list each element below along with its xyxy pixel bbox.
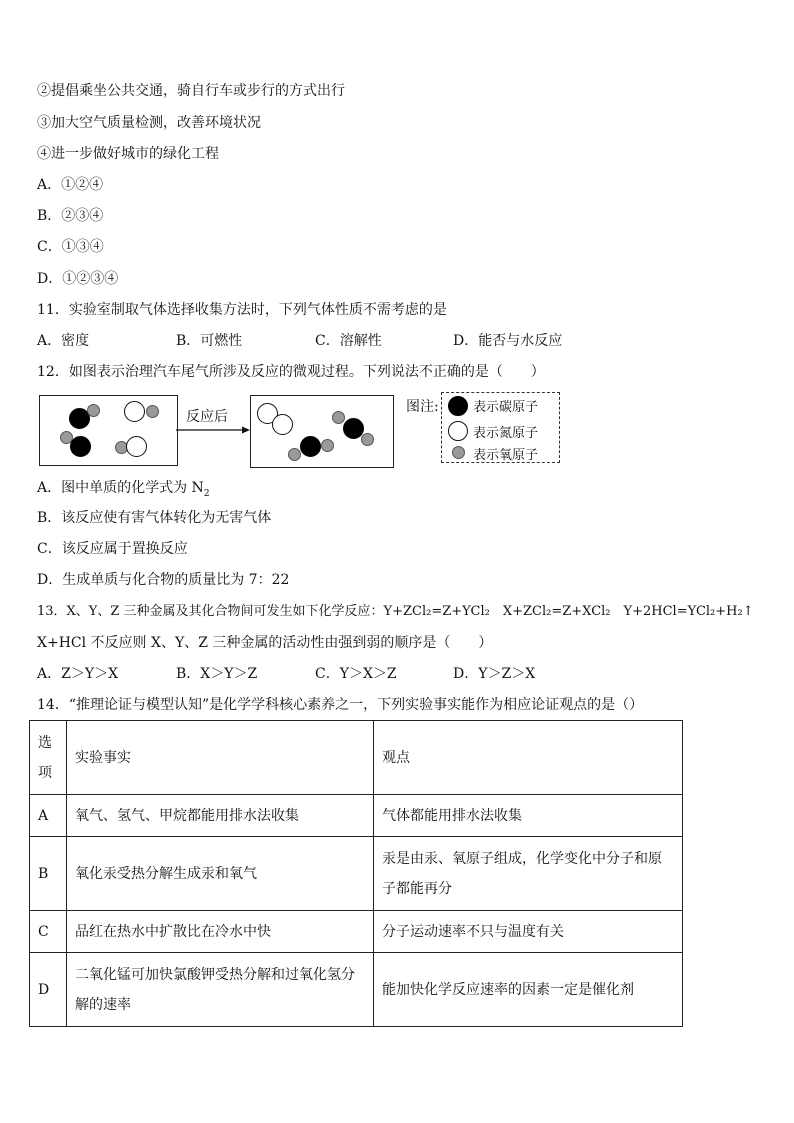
q12-option-c: C．该反应属于置换反应 — [37, 541, 188, 557]
header-view: 观点 — [382, 749, 410, 766]
header-option: 选项 — [38, 734, 52, 781]
q10-item2: ②提倡乘坐公共交通，骑自行车或步行的方式出行 — [37, 83, 345, 99]
header-fact-cell — [67, 721, 374, 795]
row-a-label: A — [30, 795, 67, 837]
q13-option-d: D．Y＞Z＞X — [453, 666, 536, 682]
row-b-view: 汞是由汞、氧原子组成，化学变化中分子和原子都能再分 — [374, 837, 683, 911]
reactants-box — [39, 395, 178, 466]
oxygen-atom — [146, 405, 159, 418]
q11-stem: 11．实验室制取气体选择收集方法时，下列气体性质不需考虑的是 — [37, 302, 447, 318]
q10-item4: ④进一步做好城市的绿化工程 — [37, 146, 219, 162]
reaction-arrow — [176, 425, 252, 435]
q11-option-a: A．密度 — [37, 333, 90, 349]
legend-nitrogen-label: 表示氮原子 — [473, 426, 539, 441]
nitrogen-atom — [126, 436, 147, 457]
row-b-fact: 氧化汞受热分解生成汞和氧气 — [67, 837, 374, 911]
q12-option-d: D．生成单质与化合物的质量比为 7：22 — [37, 572, 290, 588]
q12-option-b: B．该反应使有害气体转化为无害气体 — [37, 510, 272, 526]
row-a-view: 气体都能用排水法收集 — [374, 795, 683, 837]
q10-option-a: A．①②④ — [37, 177, 104, 193]
carbon-atom — [70, 436, 91, 457]
q10-item3: ③加大空气质量检测，改善环境状况 — [37, 115, 261, 131]
row-d-view: 能加快化学反应速率的因素一定是催化剂 — [374, 953, 683, 1027]
q12-option-a — [37, 478, 210, 504]
header-option-cell — [30, 721, 67, 795]
oxygen-atom — [332, 411, 345, 424]
q13-stem-line1: 13．X、Y、Z 三种金属及其化合物间可发生如下化学反应：Y+ZCl₂=Z+YCl₂ X+ZCl₂=Z+XCl₂ Y+2HCl=YCl₂+H₂↑ — [37, 604, 754, 619]
oxygen-atom — [288, 448, 301, 461]
table-row — [30, 911, 683, 953]
row-c-fact: 品红在热水中扩散比在冷水中快 — [67, 911, 374, 953]
q13-option-a: A．Z＞Y＞X — [37, 666, 119, 682]
nitrogen-atom — [124, 401, 145, 422]
row-a-fact: 氧气、氢气、甲烷都能用排水法收集 — [67, 795, 374, 837]
q12-option-a-subscript: 2 — [203, 488, 210, 499]
header-fact: 实验事实 — [75, 749, 131, 766]
q12-stem: 12．如图表示治理汽车尾气所涉及反应的微观过程。下列说法不正确的是（ ） — [37, 364, 545, 380]
table-header-row — [30, 721, 683, 795]
nitrogen-atom-legend-icon — [448, 421, 468, 441]
q12-option-a-text: A．图中单质的化学式为 N — [37, 480, 204, 496]
legend-carbon-label: 表示碳原子 — [473, 400, 539, 415]
q13-option-c: C．Y＞X＞Z — [315, 666, 397, 682]
q11-option-d: D．能否与水反应 — [453, 333, 563, 349]
header-view-cell — [374, 721, 683, 795]
row-d-label: D — [30, 953, 67, 1027]
q10-option-d: D．①②③④ — [37, 271, 119, 287]
q11-option-c: C．溶解性 — [315, 333, 382, 349]
legend-box — [441, 392, 560, 463]
oxygen-atom — [361, 433, 374, 446]
oxygen-atom-legend-icon — [452, 446, 465, 459]
q13-option-b: B．X＞Y＞Z — [176, 666, 258, 682]
q14-table — [29, 720, 683, 1027]
carbon-atom — [300, 436, 321, 457]
oxygen-atom — [87, 404, 100, 417]
carbon-atom-legend-icon — [448, 396, 468, 416]
row-b-label: B — [30, 837, 67, 911]
q14-stem: 14．“推理论证与模型认知”是化学学科核心素养之一，下列实验事实能作为相应论证观点的是（） — [37, 697, 644, 713]
table-row — [30, 953, 683, 1027]
legend-title: 图注: — [406, 399, 439, 415]
oxygen-atom — [321, 439, 334, 452]
q13-stem-line2: X+HCl 不反应则 X、Y、Z 三种金属的活动性由强到弱的顺序是（ ） — [37, 635, 493, 651]
nitrogen-atom — [272, 414, 293, 435]
table-row — [30, 795, 683, 837]
products-box — [250, 395, 394, 468]
table-row — [30, 837, 683, 911]
reaction-arrow-label: 反应后 — [186, 409, 228, 425]
legend-oxygen-label: 表示氧原子 — [473, 448, 539, 463]
row-d-fact: 二氧化锰可加快氯酸钾受热分解和过氧化氢分解的速率 — [67, 953, 374, 1027]
q10-option-b: B．②③④ — [37, 208, 104, 224]
q10-option-c: C．①③④ — [37, 239, 104, 255]
row-c-label: C — [30, 911, 67, 953]
row-c-view: 分子运动速率不只与温度有关 — [374, 911, 683, 953]
q11-option-b: B．可燃性 — [176, 333, 243, 349]
